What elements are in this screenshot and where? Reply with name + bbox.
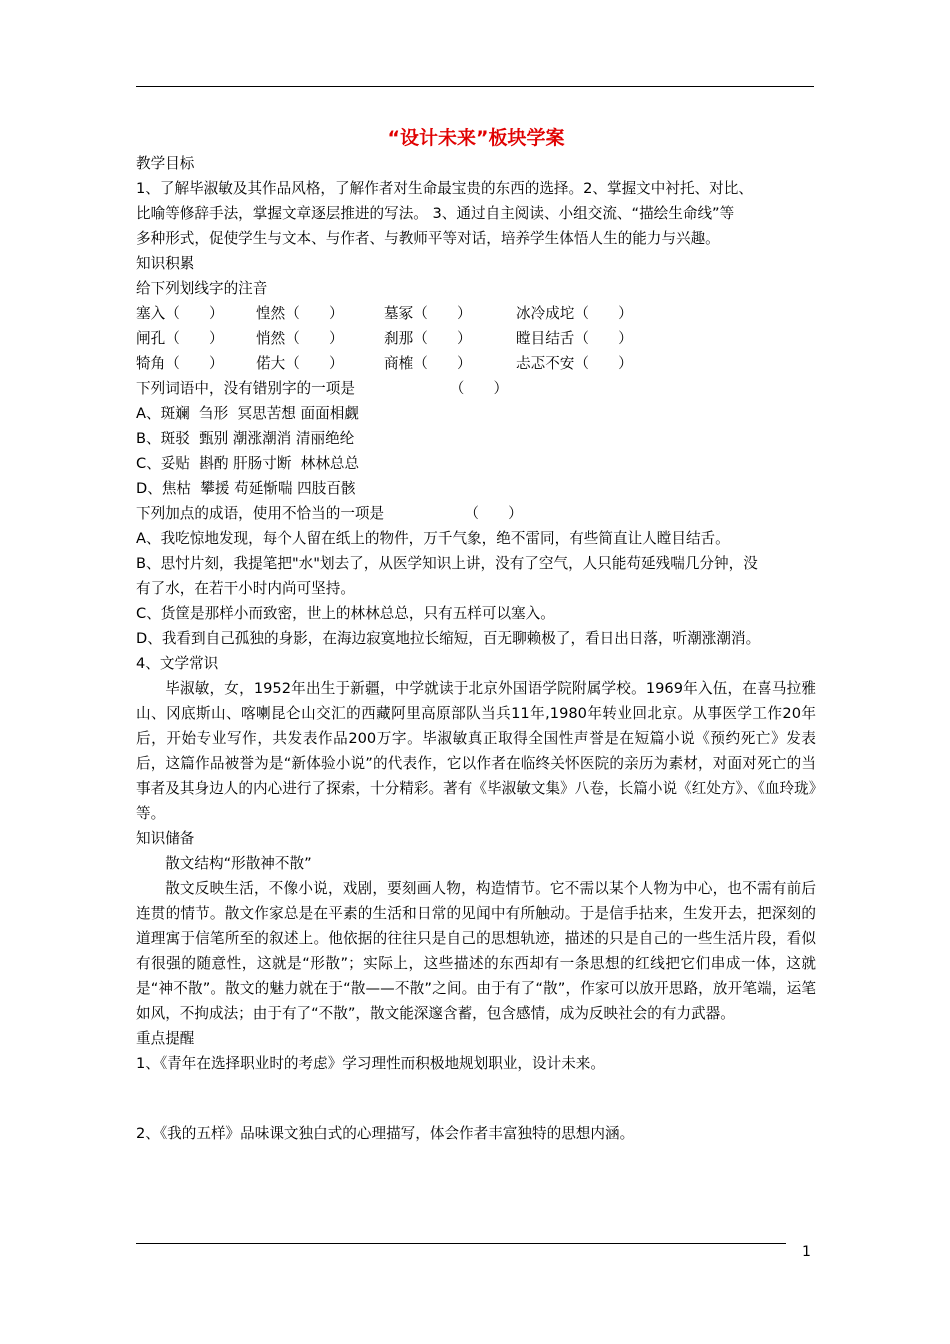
page-number: 1 [802, 1244, 811, 1260]
question-pinyin: 给下列划线字的注音 [136, 280, 268, 297]
question-idiom: 下列加点的成语，使用不恰当的一项是 （ ） [136, 505, 523, 522]
pinyin-row [136, 326, 816, 351]
literature-heading: 4、文学常识 [136, 655, 219, 672]
option-a: A、我吃惊地发现，每个人留在纸上的物件，万千气象，绝不雷同，有些简直让人瞠目结舌。 [136, 530, 730, 547]
header-rule [136, 86, 814, 87]
option-d: D、我看到自己孤独的身影，在海边寂寞地拉长缩短，百无聊赖极了，看日出日落，听潮涨潮消。 [136, 630, 761, 647]
pinyin-item: 忐忑不安（ ） [516, 355, 633, 372]
option-c: C、货筐是那样小而致密，世上的林林总总，只有五样可以塞入。 [136, 605, 555, 622]
key-point-1: 1、《青年在选择职业时的考虑》学习理性而积极地规划职业，设计未来。 [136, 1055, 605, 1072]
section-heading-key-points: 重点提醒 [136, 1030, 195, 1047]
document-title: “设计未来”板块学案 [387, 127, 565, 149]
pinyin-item: 偌大（ ） [256, 355, 344, 372]
pinyin-item: 刹那（ ） [384, 330, 472, 347]
pinyin-item: 商榷（ ） [384, 355, 472, 372]
pinyin-item: 犄角（ ） [136, 355, 224, 372]
prose-structure-subtitle: 散文结构“形散神不散” [165, 855, 312, 872]
section-heading-reserve: 知识储备 [136, 830, 195, 847]
section-heading-goals: 教学目标 [136, 155, 195, 172]
option-b-cont: 有了水，在若干小时内尚可坚持。 [136, 580, 355, 597]
document-body [136, 125, 816, 1146]
key-point-2: 2、《我的五样》品味课文独白式的心理描写，体会作者丰富独特的思想内涵。 [136, 1125, 635, 1142]
footer-rule [136, 1243, 786, 1244]
option-c: C、妥贴 斟酌 肝肠寸断 林林总总 [136, 455, 360, 472]
pinyin-item: 塞入（ ） [136, 305, 224, 322]
pinyin-item: 惶然（ ） [256, 305, 344, 322]
section-heading-knowledge: 知识积累 [136, 255, 195, 272]
option-b: B、斑驳 甄别 潮涨潮消 清丽绝纶 [136, 430, 355, 447]
literature-paragraph: 毕淑敏，女，1952年出生于新疆，中学就读于北京外国语学院附属学校。1969年入伍，在喜马拉雅山、冈底斯山、喀喇昆仑山交汇的西藏阿里高原部队当兵11年,1980年转业回北京。从事医学工作20年后，开始专业写作，共发表作品200万字。毕淑敏真正取得全国性声誉是在短篇小说《预约死亡》发表后，这篇作品被誉为是“新体验小说”的代表作，它以作者在临终关怀医院的亲历为素材，对面对死亡的当事者及其身边人的内心进行了探索，十分精彩。著有《毕淑敏文集》八卷，长篇小说《红处方》、《血玲珑》等。 [136, 680, 816, 822]
option-d: D、焦枯 攀援 苟延惭喘 四肢百骸 [136, 480, 356, 497]
prose-paragraph: 散文反映生活，不像小说，戏剧，要刻画人物，构造情节。它不需以某个人物为中心，也不需有前后连贯的情节。散文作家总是在平素的生活和日常的见闻中有所触动。于是信手拈来，生发开去，把深刻的道理寓于信笔所至的叙述上。他依据的往往只是自己的思想轨迹，描述的只是自己的一些生活片段，看似有很强的随意性，这就是“形散”；实际上，这些描述的东西却有一条思想的红线把它们串成一体，这就是“神不散”。散文的魅力就在于“散——不散”之间。由于有了“散”，作家可以放开思路，放开笔端，运笔如风，不拘成法；由于有了“不散”，散文能深邃含蓄，包含感情，成为反映社会的有力武器。 [136, 880, 816, 1022]
pinyin-item: 冰冷成坨（ ） [516, 305, 633, 322]
goal-line: 多种形式，促使学生与文本、与作者、与教师平等对话，培养学生体悟人生的能力与兴趣。 [136, 230, 720, 247]
option-a: A、斑斓 刍形 冥思苦想 面面相觑 [136, 405, 359, 422]
goal-line: 比喻等修辞手法，掌握文章逐层推进的写法。 3、通过自主阅读、小组交流、“描绘生命线”等 [136, 205, 735, 222]
pinyin-item: 悄然（ ） [256, 330, 344, 347]
pinyin-row [136, 351, 816, 376]
option-b: B、思忖片刻，我提笔把"水"划去了，从医学知识上讲，没有了空气，人只能苟延残喘几分钟，没 [136, 555, 758, 572]
pinyin-item: 瞠目结舌（ ） [516, 330, 633, 347]
pinyin-item: 闸孔（ ） [136, 330, 224, 347]
question-typo: 下列词语中，没有错别字的一项是 （ ） [136, 380, 509, 397]
pinyin-item: 墓冢（ ） [384, 305, 472, 322]
goal-line: 1、了解毕淑敏及其作品风格，了解作者对生命最宝贵的东西的选择。2、掌握文中衬托、对比、 [136, 180, 753, 197]
pinyin-row [136, 301, 816, 326]
